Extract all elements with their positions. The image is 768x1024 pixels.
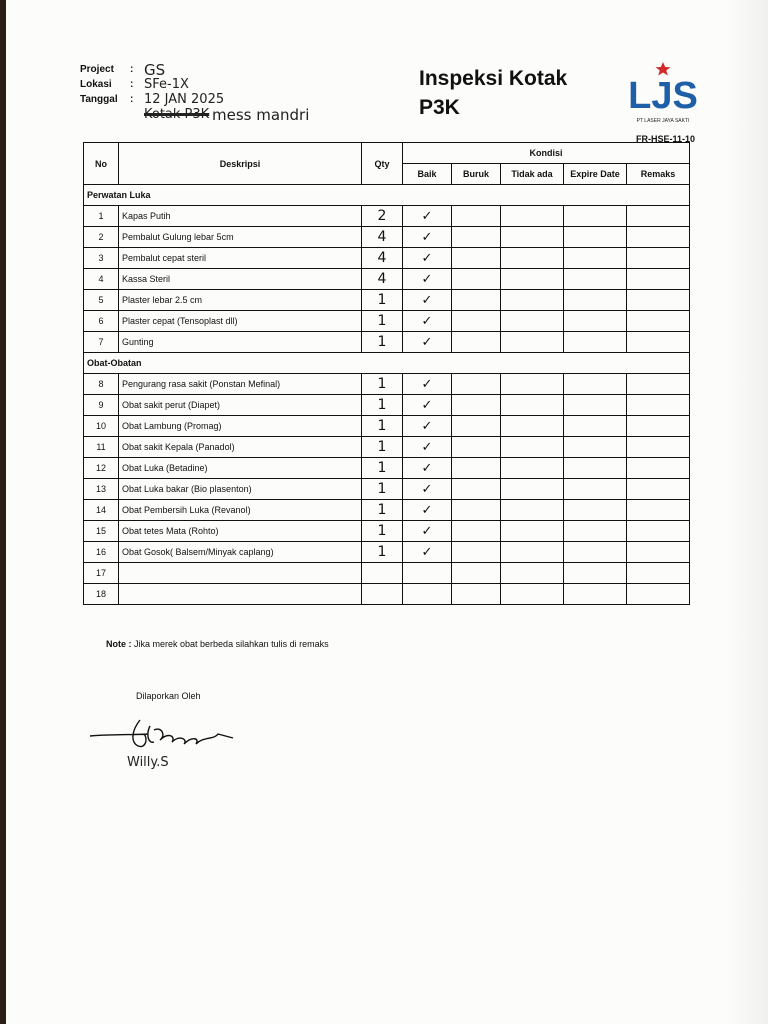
row-no: 12 [84,458,119,479]
row-desc: Gunting [119,332,362,353]
row-no: 13 [84,479,119,500]
row-no: 5 [84,290,119,311]
table-row [84,437,690,458]
row-desc: Pembalut cepat steril [119,248,362,269]
reported-by-label: Dilaporkan Oleh [136,691,201,701]
row-no: 7 [84,332,119,353]
header-buruk: Buruk [452,164,501,185]
form-title [419,64,567,122]
table-row [84,584,690,605]
struck-location: Kotak P3K [144,107,210,122]
document-number: FR-HSE-11-10 [636,134,696,144]
table-row [84,416,690,437]
note-text: Jika merek obat berbeda silahkan tulis di remaks [134,639,329,649]
signer-name: Willy.S [127,755,169,770]
company-logo [622,62,704,124]
table-row [84,332,690,353]
row-no: 4 [84,269,119,290]
row-desc: Pembalut Gulung lebar 5cm [119,227,362,248]
lokasi-value: SFe-1X [144,77,189,92]
row-qty: 1 [362,290,403,311]
form-meta: Project : GS Lokasi : SFe-1X Tanggal : 12 JAN 2025 Kotak P3K mess mandri [80,60,310,124]
inspection-table [83,142,690,605]
title-line-1: Inspeksi Kotak [419,67,568,90]
row-desc [119,563,362,584]
row-desc: Obat Luka (Betadine) [119,458,362,479]
table-row [84,206,690,227]
table-row [84,458,690,479]
section-perawatan-luka: Perwatan Luka [84,185,690,206]
row-desc: Obat Lambung (Promag) [119,416,362,437]
location-note: mess mandri [211,105,310,124]
row-no: 9 [84,395,119,416]
row-desc: Obat Pembersih Luka (Revanol) [119,500,362,521]
check-baik: ✓ [403,395,452,416]
row-qty: 4 [362,248,403,269]
table-row [84,395,690,416]
svg-text:LJS: LJS [628,75,698,112]
row-no: 1 [84,206,119,227]
title-line-2: P3K [419,96,460,119]
check-baik: ✓ [403,500,452,521]
row-no: 2 [84,227,119,248]
header-baik: Baik [403,164,452,185]
row-desc: Pengurang rasa sakit (Ponstan Mefinal) [119,374,362,395]
header-kondisi: Kondisi [403,143,690,164]
row-no: 18 [84,584,119,605]
row-qty: 1 [362,416,403,437]
row-desc: Obat Luka bakar (Bio plasenton) [119,479,362,500]
row-qty [362,563,403,584]
row-qty: 1 [362,374,403,395]
check-baik: ✓ [403,416,452,437]
signature-icon [88,712,238,757]
check-baik: ✓ [403,227,452,248]
row-desc: Kapas Putih [119,206,362,227]
row-desc: Plaster lebar 2.5 cm [119,290,362,311]
table-row [84,311,690,332]
header-no: No [84,143,119,185]
check-baik: ✓ [403,458,452,479]
check-baik: ✓ [403,374,452,395]
header-tidak-ada: Tidak ada [501,164,564,185]
row-no: 11 [84,437,119,458]
row-qty: 4 [362,269,403,290]
check-baik: ✓ [403,332,452,353]
check-baik: ✓ [403,479,452,500]
row-desc: Obat sakit perut (Diapet) [119,395,362,416]
table-row [84,269,690,290]
table-row [84,374,690,395]
row-qty: 2 [362,206,403,227]
section-obat-obatan: Obat-Obatan [84,353,690,374]
row-desc: Plaster cepat (Tensoplast dll) [119,311,362,332]
project-label: Project [80,64,114,75]
row-qty: 1 [362,311,403,332]
ljs-logo-icon [622,62,704,112]
row-qty: 1 [362,542,403,563]
table-row [84,227,690,248]
check-baik [403,584,452,605]
table-row [84,542,690,563]
tanggal-value: 12 JAN 2025 [144,92,225,107]
check-baik [403,563,452,584]
row-desc [119,584,362,605]
row-no: 6 [84,311,119,332]
header-deskripsi: Deskripsi [119,143,362,185]
row-qty: 1 [362,395,403,416]
row-qty: 1 [362,332,403,353]
row-qty: 1 [362,458,403,479]
row-no: 17 [84,563,119,584]
row-qty: 1 [362,521,403,542]
row-no: 15 [84,521,119,542]
row-no: 14 [84,500,119,521]
table-row [84,248,690,269]
row-no: 16 [84,542,119,563]
check-baik: ✓ [403,206,452,227]
table-row [84,563,690,584]
check-baik: ✓ [403,248,452,269]
check-baik: ✓ [403,437,452,458]
table-row [84,479,690,500]
row-no: 8 [84,374,119,395]
table-row [84,521,690,542]
row-qty: 1 [362,437,403,458]
table-row [84,500,690,521]
row-qty: 4 [362,227,403,248]
row-desc: Obat tetes Mata (Rohto) [119,521,362,542]
row-no: 10 [84,416,119,437]
check-baik: ✓ [403,311,452,332]
row-qty [362,584,403,605]
row-qty: 1 [362,479,403,500]
note-label: Note : [106,639,132,649]
header-qty: Qty [362,143,403,185]
row-desc: Obat Gosok( Balsem/Minyak caplang) [119,542,362,563]
lokasi-label: Lokasi [80,79,112,90]
row-desc: Obat sakit Kepala (Panadol) [119,437,362,458]
header-remaks: Remaks [627,164,690,185]
paper-shadow [728,0,768,1024]
tanggal-label: Tanggal [80,94,118,105]
form-note [106,639,329,649]
check-baik: ✓ [403,521,452,542]
table-body [84,185,690,605]
check-baik: ✓ [403,269,452,290]
project-value: GS [144,60,166,79]
check-baik: ✓ [403,290,452,311]
row-no: 3 [84,248,119,269]
header-expire-date: Expire Date [564,164,627,185]
check-baik: ✓ [403,542,452,563]
row-desc: Kassa Steril [119,269,362,290]
table-row [84,290,690,311]
row-qty: 1 [362,500,403,521]
company-name: PT LASER JAYA SAKTI [636,118,690,124]
